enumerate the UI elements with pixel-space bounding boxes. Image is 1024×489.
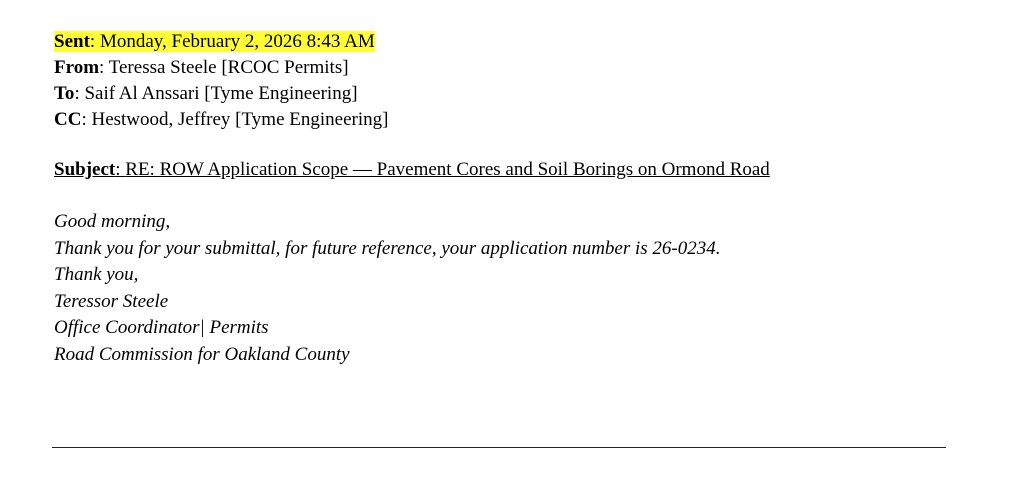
signature-org: Road Commission for Oakland County [54,343,350,365]
sent-highlight: Sent: Monday, February 2, 2026 8:43 AM [54,31,375,52]
email-body [54,209,721,368]
sent-value: Monday, February 2, 2026 8:43 AM [99,31,375,52]
bottom-divider [52,447,946,448]
subject-value: RE: ROW Application Scope — Pavement Cores and Soil Borings on Ormond Road [125,159,770,180]
email-header [54,29,388,133]
closing-line: Thank you, [54,264,139,285]
to-value: Saif Al Anssari [Tyme Engineering] [84,83,358,104]
greeting-line: Good morning, [54,211,171,232]
cc-line: CC: Hestwood, Jeffrey [Tyme Engineering] [54,109,389,130]
message-line: Thank you for your submittal, for future reference, your application number is 26-0234. [54,237,721,259]
sent-line [54,29,388,55]
to-label: To [54,83,75,104]
to-line: To: Saif Al Anssari [Tyme Engineering] [54,83,358,104]
cc-label: CC [54,109,82,130]
signature-name: Teressor Steele [54,290,169,312]
from-label: From [54,57,100,78]
subject-label: Subject [54,159,116,180]
cc-value: Hestwood, Jeffrey [Tyme Engineering] [91,109,389,130]
signature-title: Office Coordinator| Permits [54,317,269,338]
sent-label: Sent [54,31,90,52]
from-line: From: Teressa Steele [RCOC Permits] [54,57,349,78]
subject-line: Subject: RE: ROW Application Scope — Pavement Cores and Soil Borings on Ormond Road [54,159,770,180]
from-value: Teressa Steele [RCOC Permits] [108,57,349,78]
